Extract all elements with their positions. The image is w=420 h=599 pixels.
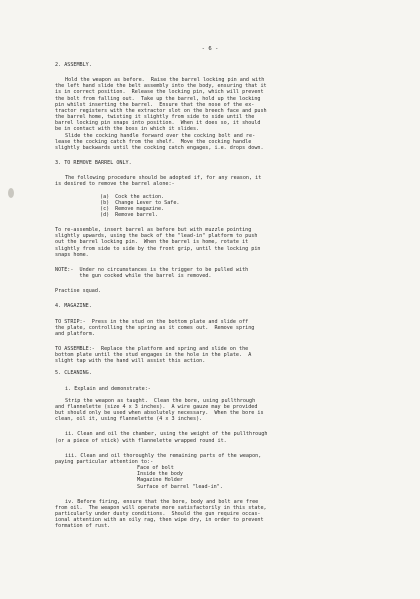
text-line: The following procedure should be adopted if, for any reason, it	[65, 175, 262, 182]
list-item: Magazine Holder	[137, 477, 184, 484]
text-line: be in contact with the boss in which it slides.	[55, 126, 200, 133]
text-line: (or a piece of stick) with flannelette wrapped round it.	[55, 437, 227, 444]
list-item-marker: (d)	[100, 211, 110, 218]
text-line: snaps home.	[55, 251, 89, 258]
cleaning-item-iv	[55, 499, 373, 530]
cleaning-attention-list	[55, 465, 373, 490]
text-line: Slide the cocking handle forward over the cocking bolt and re-	[65, 132, 256, 139]
cleaning-item-iii	[55, 453, 373, 465]
list-item-marker: (b)	[100, 199, 110, 206]
text-line: the left hand slide the belt assembly into the body, ensuring that it	[55, 83, 267, 90]
list-item-text: Cock the action.	[115, 193, 165, 200]
text-line: the bolt from falling out. Take up the barrel, hold up the locking	[55, 95, 261, 102]
text-line: TO STRIP:- Press in the stud on the bottom plate and slide off	[55, 318, 249, 325]
text-line: paying particular attention to:-	[55, 458, 154, 465]
text-line: barrel locking pin snaps into position. When it does so, it should	[55, 120, 261, 127]
list-item-text: Remove magazine.	[115, 205, 165, 212]
text-line: Strip the weapon as taught. Clean the bore, using pullthrough	[65, 397, 256, 404]
text-line: pin whilst inserting the barrel. Ensure that the nose of the ex-	[55, 101, 255, 108]
text-line: and platform.	[55, 330, 95, 337]
reassemble-paragraph	[55, 227, 373, 258]
list-item-text: Change Lever to Safe.	[115, 199, 180, 206]
text-line: out the barrel locking pin. When the barrel is home, rotate it	[55, 239, 249, 246]
assembly-paragraph-2	[55, 133, 373, 151]
text-line: slightly from side to side by the front grip, until the locking pin	[55, 245, 261, 252]
text-line: but should only be used when absolutely necessary. When the bore is	[55, 410, 264, 417]
text-line: TO ASSEMBLE:- Replace the platform and spring and slide on the	[55, 346, 249, 352]
cleaning-item-i: i. Explain and demonstrate:-	[65, 385, 151, 392]
text-line: iv. Before firing, ensure that the bore, body and bolt are free	[65, 498, 259, 505]
text-line: slightly upwards, using the back of the "lead-in" platform to push	[55, 233, 258, 240]
text-line: ii. Clean and oil the chamber, using the weight of the pullthrough	[65, 431, 268, 438]
magazine-assemble-paragraph	[55, 346, 373, 364]
text-line: is in correct position. Release the locking pin, which will prevent	[55, 89, 264, 96]
cleaning-item-ii	[55, 431, 373, 443]
text-line: the barrel home, twisting it slightly from side to side until the	[55, 114, 255, 121]
list-item: Face of bolt	[137, 465, 174, 472]
text-line: ional attention with an oily rag, then wipe dry, in order to prevent	[55, 517, 264, 524]
list-item-marker: (a)	[100, 193, 110, 200]
section-heading-remove-barrel: 3. TO REMOVE BARREL ONLY.	[55, 160, 132, 167]
text-line: the gun cocked while the barrel is removed.	[55, 273, 212, 280]
text-line: Hold the weapon as before. Raise the barrel locking pin and with	[65, 77, 265, 84]
text-line: iii. Clean and oil thoroughly the remaining parts of the weapon,	[65, 452, 262, 459]
safety-note	[55, 267, 373, 279]
list-item: Inside the body	[137, 471, 184, 478]
list-item-marker: (c)	[100, 205, 110, 212]
text-line: formation of rust.	[55, 523, 111, 530]
section-heading-cleaning: 5. CLEANING.	[55, 370, 92, 377]
text-line: bottom plate until the stud engages in the hole in the plate. A	[55, 352, 252, 359]
text-line: NOTE:- Under no circumstances is the trigger to be pulled with	[55, 266, 249, 273]
practise-squad-text: Practise squad.	[55, 288, 102, 295]
text-line: slight tap with the hand will assist this action.	[55, 358, 206, 365]
text-line: tractor registers with the extractor slot on the breech face and push	[55, 107, 267, 114]
section-heading-magazine: 4. MAGAZINE.	[55, 303, 92, 310]
text-line: and flannelette (size 4 x 3 inches). A wire gauze may be provided	[55, 403, 258, 410]
list-item: Surface of barrel "lead-in".	[137, 483, 223, 490]
text-line: clean, oil it, using flannelette (4 x 3 inches).	[55, 416, 203, 423]
page-number: - 6 -	[201, 46, 219, 52]
text-line: particularly under dusty conditions. Should the gun require occas-	[55, 510, 261, 517]
magazine-strip-paragraph	[55, 319, 373, 337]
text-line: is desired to remove the barrel alone:-	[55, 181, 175, 188]
text-line: from oil. The weapon will operate more satisfactorily in this state,	[55, 504, 267, 511]
assembly-paragraph-1	[55, 77, 373, 132]
cleaning-item-i-paragraph	[55, 398, 373, 423]
remove-barrel-intro	[55, 175, 373, 187]
list-item-text: Remove barrel.	[115, 211, 159, 218]
document-body	[55, 62, 373, 529]
section-heading-assembly: 2. ASSEMBLY.	[55, 62, 92, 68]
text-line: lease the cocking catch from the shelf. Move the cocking handle	[55, 138, 252, 145]
punch-hole-mark	[8, 188, 14, 198]
text-line: slightly backwards until the cocking catch engages, i.e. drops down.	[55, 144, 264, 151]
text-line: the plate, controlling the spring as it comes out. Remove spring	[55, 324, 255, 331]
text-line: To re-assemble, insert barrel as before but with muzzle pointing	[55, 227, 252, 234]
remove-barrel-steps	[55, 194, 373, 219]
